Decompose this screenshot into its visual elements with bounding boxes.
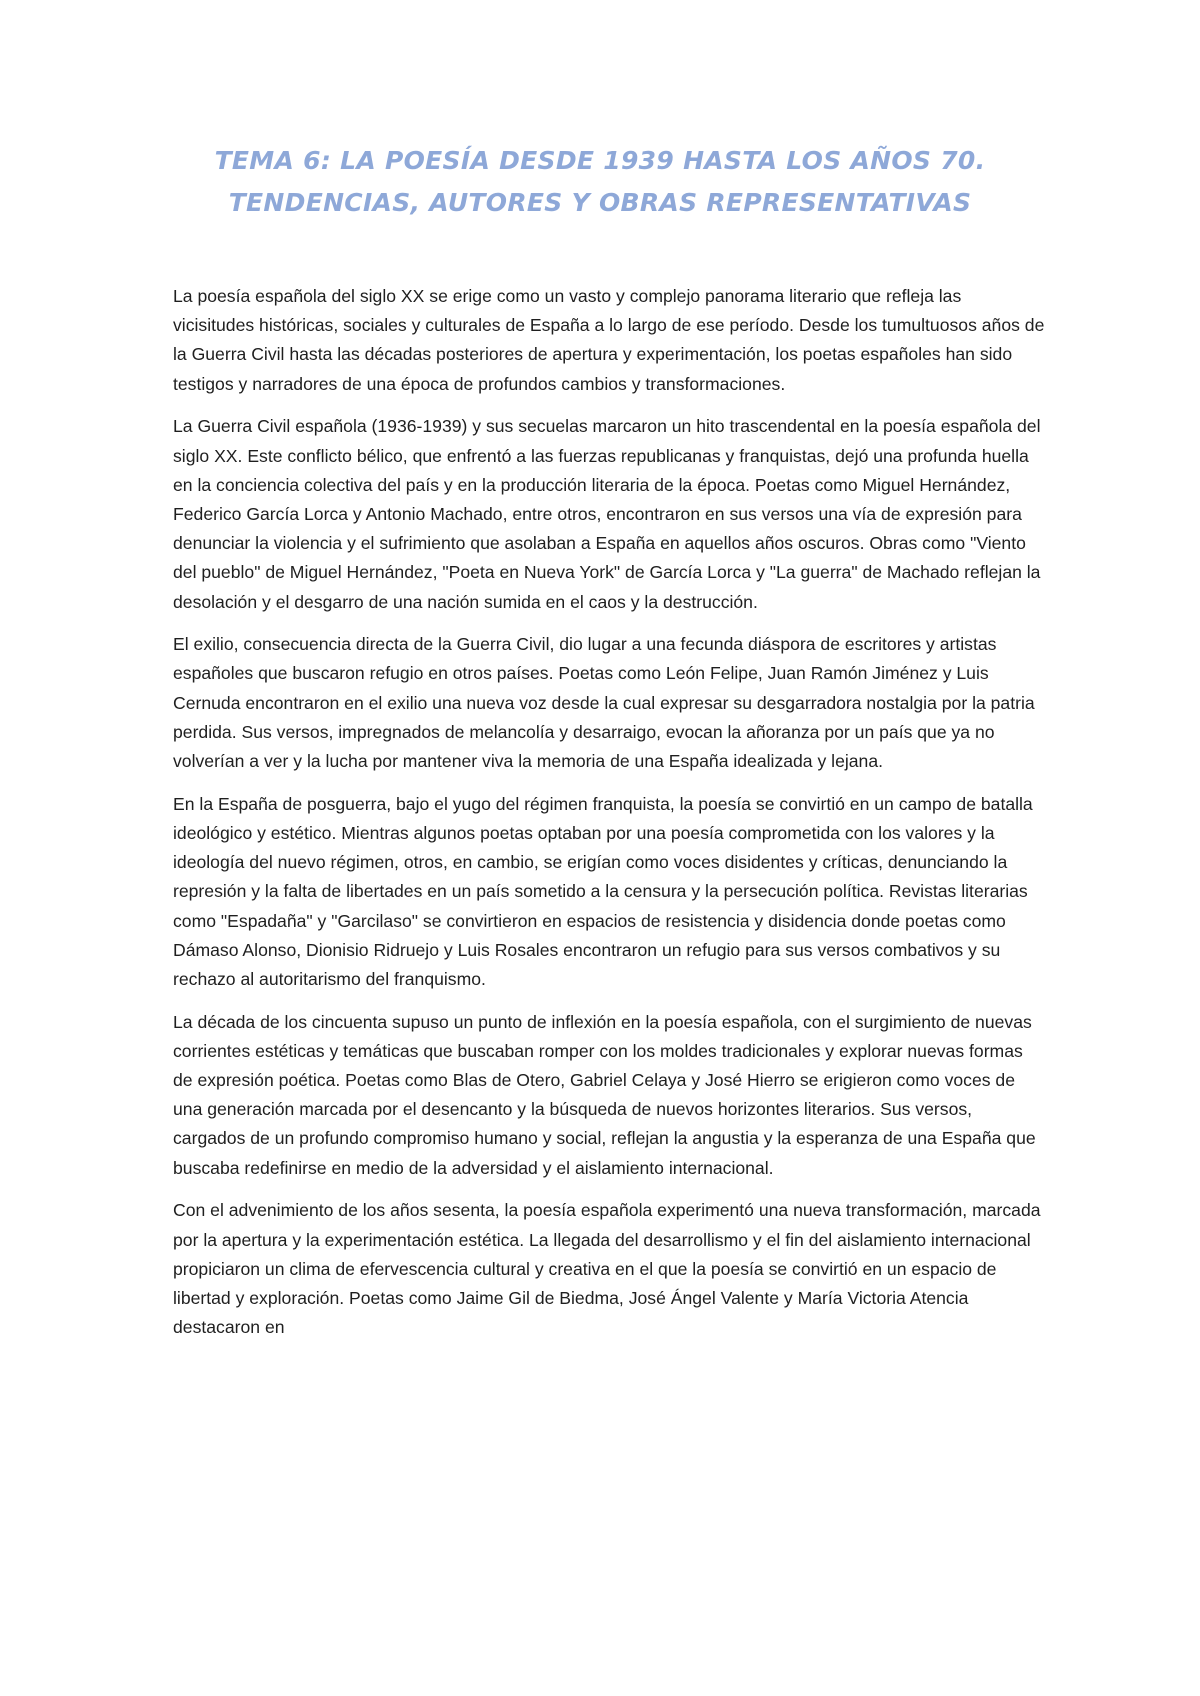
document-body xyxy=(173,282,1045,1356)
document-title: TEMA 6: LA POESÍA DESDE 1939 HASTA LOS AÑOS 70. TENDENCIAS, AUTORES Y OBRAS REPRESENTATIVAS xyxy=(214,146,986,217)
paragraph: La década de los cincuenta supuso un punto de inflexión en la poesía española, con el surgimiento de nuevas corrientes estéticas y temáticas que buscaban romper con los moldes tradicionales y explorar nuevas formas de expresión poética. Poetas como Blas de Otero, Gabriel Celaya y José Hierro se erigieron como voces de una generación marcada por el desencanto y la búsqueda de nuevos horizontes literarios. Sus versos, cargados de un profundo compromiso humano y social, reflejan la angustia y la esperanza de una España que buscaba redefinirse en medio de la adversidad y el aislamiento internacional. xyxy=(173,1011,1036,1178)
paragraph: Con el advenimiento de los años sesenta, la poesía española experimentó una nueva transformación, marcada por la apertura y la experimentación estética. La llegada del desarrollismo y el fin del aislamiento internacional propiciaron un clima de efervescencia cultural y creativa en el que la poesía se convirtió en un espacio de libertad y exploración. Poetas como Jaime Gil de Biedma, José Ángel Valente y María Victoria Atencia destacaron en xyxy=(173,1200,1041,1338)
paragraph: La poesía española del siglo XX se erige como un vasto y complejo panorama literario que refleja las vicisitudes históricas, sociales y culturales de España a lo largo de ese período. Desde los tumultuosos años de la Guerra Civil hasta las décadas posteriores de apertura y experimentación, los poetas españoles han sido testigos y narradores de una época de profundos cambios y transformaciones. xyxy=(173,286,1045,394)
paragraph: El exilio, consecuencia directa de la Guerra Civil, dio lugar a una fecunda diáspora de escritores y artistas españoles que buscaron refugio en otros países. Poetas como León Felipe, Juan Ramón Jiménez y Luis Cernuda encontraron en el exilio una nueva voz desde la cual expresar su desgarradora nostalgia por la patria perdida. Sus versos, impregnados de melancolía y desarraigo, evocan la añoranza por un país que ya no volverían a ver y la lucha por mantener viva la memoria de una España idealizada y lejana. xyxy=(173,634,1035,772)
paragraph: En la España de posguerra, bajo el yugo del régimen franquista, la poesía se convirtió en un campo de batalla ideológico y estético. Mientras algunos poetas optaban por una poesía comprometida con los valores y la ideología del nuevo régimen, otros, en cambio, se erigían como voces disidentes y críticas, denunciando la represión y la falta de libertades en un país sometido a la censura y la persecución política. Revistas literarias como "Espadaña" y "Garcilaso" se convirtieron en espacios de resistencia y disidencia donde poetas como Dámaso Alonso, Dionisio Ridruejo y Luis Rosales encontraron un refugio para sus versos combativos y su rechazo al autoritarismo del franquismo. xyxy=(173,793,1033,989)
paragraph: La Guerra Civil española (1936-1939) y sus secuelas marcaron un hito trascendental en la poesía española del siglo XX. Este conflicto bélico, que enfrentó a las fuerzas republicanas y franquistas, dejó una profunda huella en la conciencia colectiva del país y en la producción literaria de la época. Poetas como Miguel Hernández, Federico García Lorca y Antonio Machado, entre otros, encontraron en sus versos una vía de expresión para denunciar la violencia y el sufrimiento que asolaban a España en aquellos años oscuros. Obras como "Viento del pueblo" de Miguel Hernández, "Poeta en Nueva York" de García Lorca y "La guerra" de Machado reflejan la desolación y el desgarro de una nación sumida en el caos y la destrucción. xyxy=(173,416,1041,612)
